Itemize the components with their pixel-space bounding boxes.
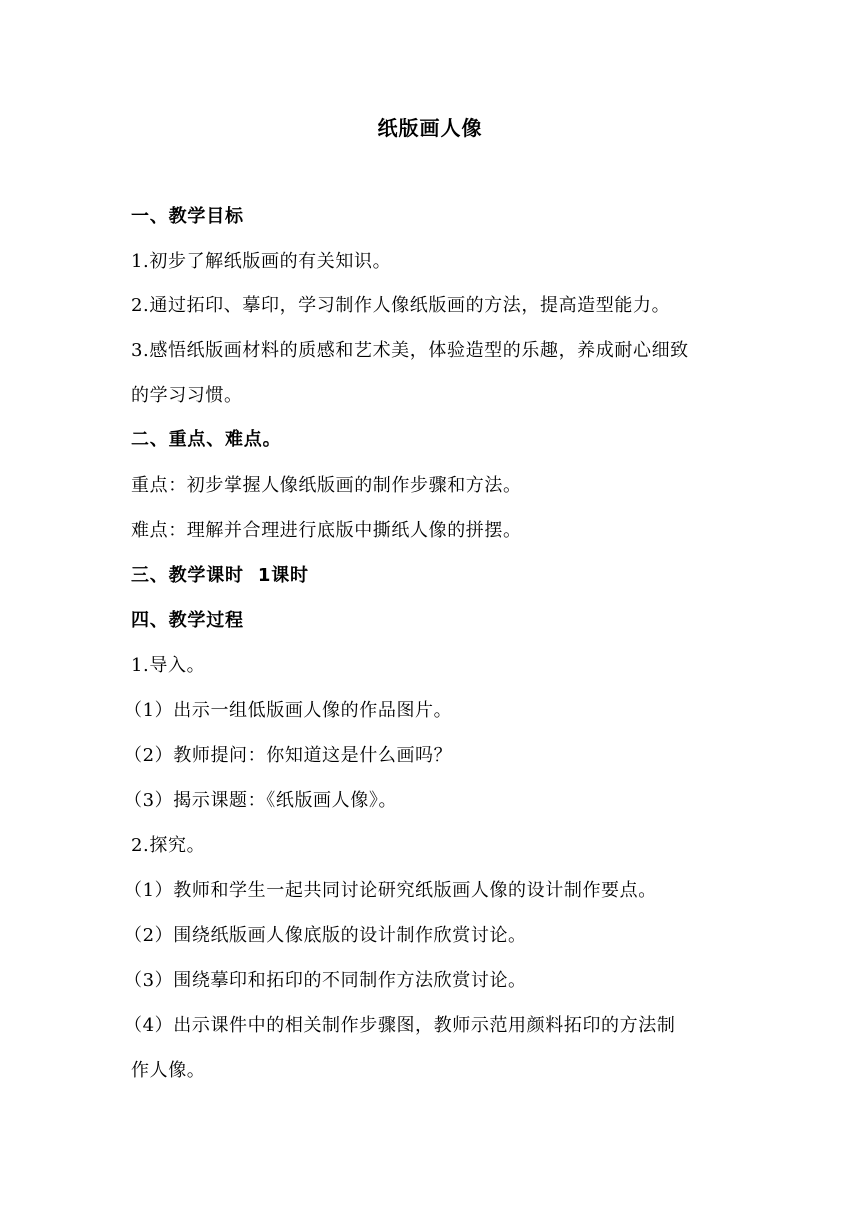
objective-1: 1.初步了解纸版画的有关知识。 <box>131 251 392 272</box>
objective-2: 2.通过拓印、摹印，学习制作人像纸版画的方法，提高造型能力。 <box>131 295 671 316</box>
process-step-explore: 2.探究。 <box>131 835 206 856</box>
section-heading-process: 四、教学过程 <box>131 610 244 631</box>
difficult-point: 难点：理解并合理进行底版中撕纸人像的拼摆。 <box>131 520 522 541</box>
section-heading-objectives: 一、教学目标 <box>131 206 244 227</box>
objective-3-continued: 的学习习惯。 <box>131 385 243 406</box>
process-substep: （1）教师和学生一起共同讨论研究纸版画人像的设计制作要点。 <box>124 880 657 901</box>
process-substep: （1）出示一组低版画人像的作品图片。 <box>124 700 453 721</box>
process-substep: （3）揭示课题：《纸版画人像》。 <box>124 790 398 811</box>
document-title: 纸版画人像 <box>377 116 483 140</box>
process-step-intro: 1.导入。 <box>131 655 206 676</box>
process-substep: （3）围绕摹印和拓印的不同制作方法欣赏讨论。 <box>124 970 527 991</box>
key-point: 重点：初步掌握人像纸版画的制作步骤和方法。 <box>131 475 522 496</box>
process-substep: （2）教师提问：你知道这是什么画吗？ <box>124 745 453 766</box>
process-substep: （2）围绕纸版画人像底版的设计制作欣赏讨论。 <box>124 925 527 946</box>
process-substep-continued: 作人像。 <box>131 1060 206 1081</box>
section-heading-class-hours: 三、教学课时 1课时 <box>131 565 309 586</box>
process-substep: （4）出示课件中的相关制作步骤图，教师示范用颜料拓印的方法制 <box>124 1015 676 1036</box>
objective-3: 3.感悟纸版画材料的质感和艺术美，体验造型的乐趣，养成耐心细致 <box>131 340 689 361</box>
section-heading-key-points: 二、重点、难点。 <box>131 429 282 450</box>
